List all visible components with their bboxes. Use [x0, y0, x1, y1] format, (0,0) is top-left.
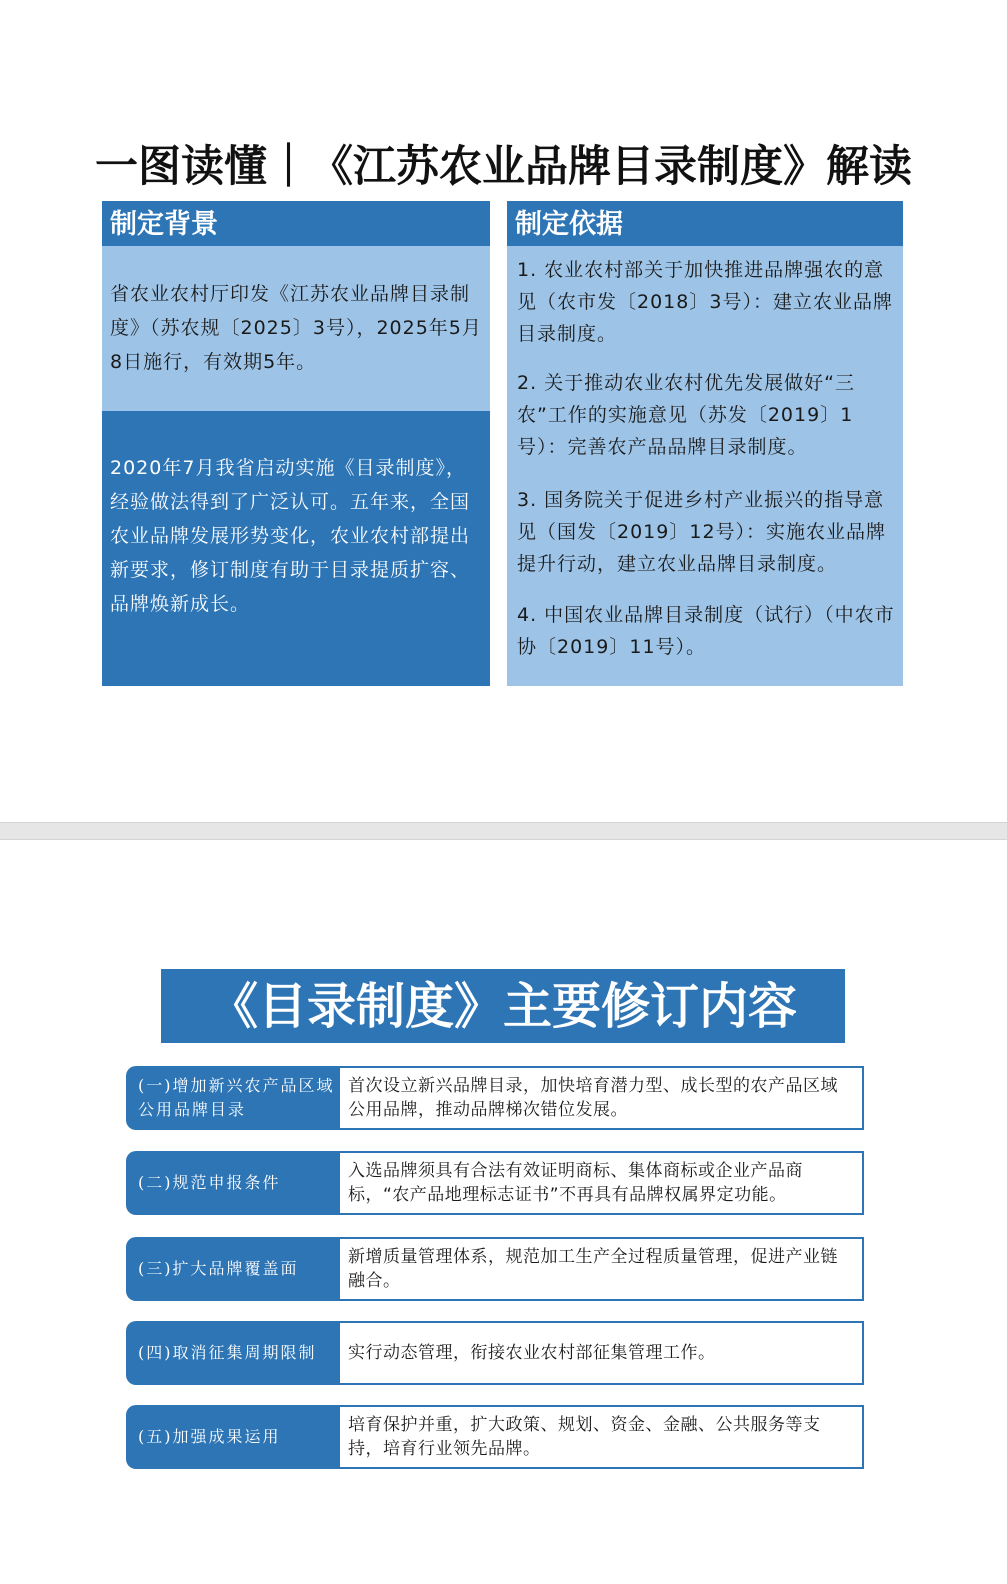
- background-heading: 制定背景: [102, 201, 490, 246]
- basis-item-2: 2. 关于推动农业农村优先发展做好“三农”工作的实施意见（苏发〔2019〕1号）：完善农产品品牌目录制度。: [517, 372, 856, 458]
- basis-item-1: 1. 农业农村部关于加快推进品牌强农的意见（农市发〔2018〕3号）：建立农业品牌目录制度。: [517, 259, 893, 345]
- basis-item-3: 3. 国务院关于促进乡村产业振兴的指导意见（国发〔2019〕12号）：实施农业品牌提升行动，建立农业品牌目录制度。: [517, 489, 887, 575]
- revision-body: 新增质量管理体系，规范加工生产全过程质量管理，促进产业链融合。: [338, 1237, 864, 1301]
- revision-label: (四)取消征集周期限制: [126, 1321, 342, 1385]
- background-panel-top: [102, 246, 490, 411]
- revision-row: [126, 1151, 866, 1215]
- revision-label: (一)增加新兴农产品区域公用品牌目录: [126, 1066, 342, 1130]
- basis-heading: 制定依据: [507, 201, 903, 246]
- page-title: 一图读懂｜《江苏农业品牌目录制度》解读: [95, 142, 912, 192]
- revision-title: 《目录制度》主要修订内容: [161, 969, 845, 1043]
- revision-label: (三)扩大品牌覆盖面: [126, 1237, 342, 1301]
- basis-panel: [507, 246, 903, 686]
- basis-item-4: 4. 中国农业品牌目录制度（试行）（中农市协〔2019〕11号）。: [517, 604, 895, 658]
- revision-body: 实行动态管理，衔接农业农村部征集管理工作。: [338, 1321, 864, 1385]
- background-paragraph-1: 省农业农村厅印发《江苏农业品牌目录制度》（苏农规〔2025〕3号），2025年5月8日施行，有效期5年。: [110, 283, 482, 373]
- revision-body: 首次设立新兴品牌目录，加快培育潜力型、成长型的农产品区域公用品牌，推动品牌梯次错位发展。: [338, 1066, 864, 1130]
- revision-body: 培育保护并重，扩大政策、规划、资金、金融、公共服务等支持，培育行业领先品牌。: [338, 1405, 864, 1469]
- revision-row: [126, 1066, 866, 1130]
- revision-label: (二)规范申报条件: [126, 1151, 342, 1215]
- revision-row: [126, 1321, 866, 1385]
- page-divider: [0, 822, 1007, 840]
- revision-label: (五)加强成果运用: [126, 1405, 342, 1469]
- page-2: [0, 840, 1007, 1584]
- revision-row: [126, 1405, 866, 1469]
- background-panel-bottom: [102, 411, 490, 686]
- background-paragraph-2: 2020年7月我省启动实施《目录制度》，经验做法得到了广泛认可。五年来，全国农业品牌发展形势变化，农业农村部提出新要求，修订制度有助于目录提质扩容、品牌焕新成长。: [110, 457, 471, 615]
- revision-row: [126, 1237, 866, 1301]
- revision-body: 入选品牌须具有合法有效证明商标、集体商标或企业产品商标，“农产品地理标志证书”不再具有品牌权属界定功能。: [338, 1151, 864, 1215]
